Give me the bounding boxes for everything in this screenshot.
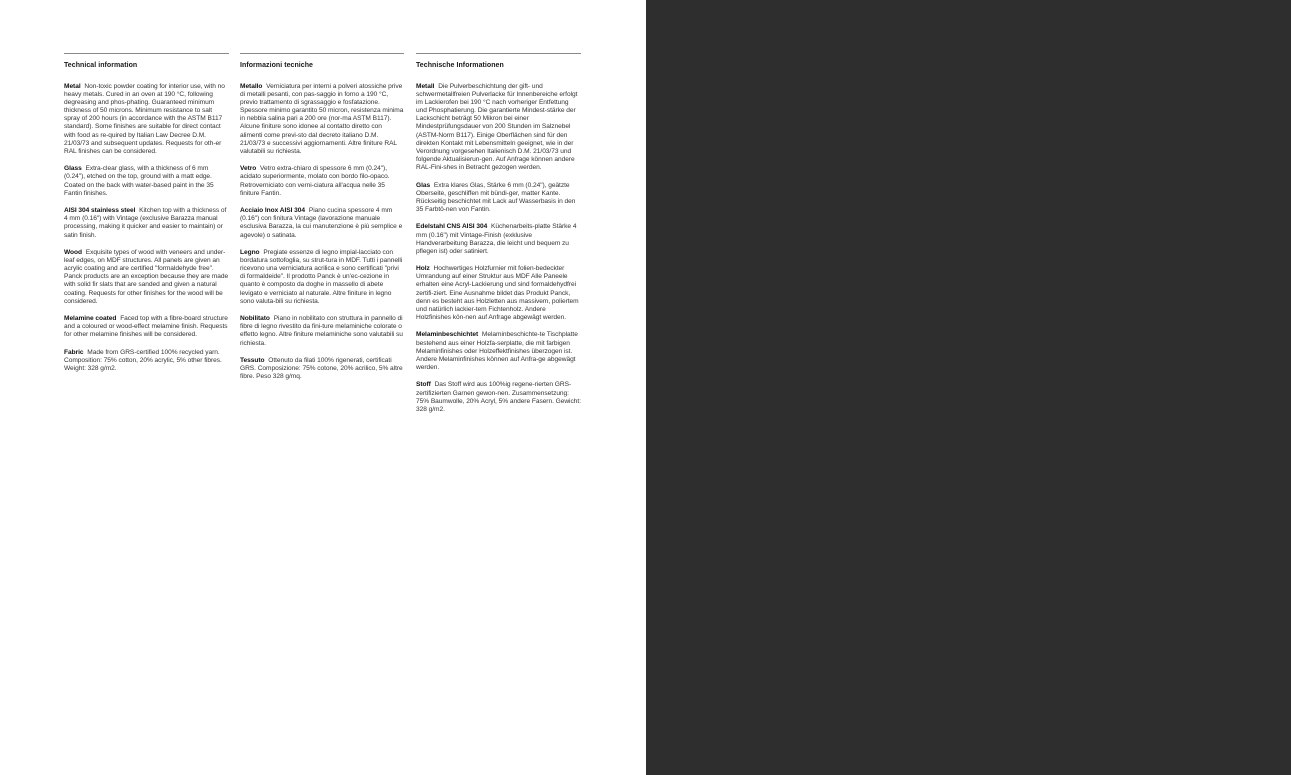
column-divider bbox=[64, 53, 229, 54]
section-fabric bbox=[416, 381, 581, 413]
section-term: Metall bbox=[416, 83, 435, 90]
section-text: Hochwertiges Holzfurnier mit folien-bedeckter Umrandung auf einer Struktur aus MDF Alle Paneele erhalten eine Acryl-Lackierung und sind formaldehydfrei zertifi-ziert. Eine Ausnahme bildet das Produkt Panck, denn es besteht aus Holzletten aus massivem, poliertem und natürlich lackier-tem Fichtenholz. Andere Holzfinishes kön-nen auf Anfrage abgewägt werden. bbox=[416, 265, 579, 321]
section-wood bbox=[416, 265, 581, 322]
section-term: Fabric bbox=[64, 349, 84, 357]
column-title: Technische Informationen bbox=[416, 62, 504, 69]
section-text: Extra klares Glas, Stärke 6 mm (0.24"), geätzte Oberseite, geschliffen mit bündi-ger, matter Kante. Rückseitig beschichtet mit Lack auf Wasserbasis in den 35 Farbtö-nen von Fantin. bbox=[416, 181, 576, 213]
section-text: Extra-clear glass, with a thickness of 6 mm (0.24"), etched on the top, ground with a matt edge. Coated on the back with water-based paint in the 35 Fantin finishes. bbox=[64, 165, 214, 197]
section-term: Nobilitato bbox=[240, 315, 270, 323]
section-term: AISI 304 stainless steel bbox=[64, 207, 136, 215]
column-title: Informazioni tecniche bbox=[240, 62, 314, 69]
section-metal bbox=[64, 83, 229, 156]
section-fabric bbox=[240, 357, 404, 381]
section-text: Pregiate essenze di legno impial-lacciato con bordatura sottofoglia, su strut-tura in MDF. Tutti i pannelli ricevono una verniciatura acrilica e sono certificati "privi di formaldeide". Il prodotto Panck è un'ec-cezione in quanto è composto da doghe in massello di abete levigato e verniciato al naturale. Altre finiture in legno sono valuta-bili su richiesta. bbox=[240, 249, 403, 305]
section-wood bbox=[64, 249, 229, 306]
section-metal bbox=[416, 83, 581, 172]
section-fabric bbox=[64, 349, 229, 373]
section-text: Die Pulverbeschichtung der gift- und schwermetallfreien Pulverlacke für Innenbereiche erfolgt im Lackierofen bei 190 °C nach vorheriger Entfettung und Phosphatierung. Die garantierte Mindest-stärke der Lackschicht beträgt 50 Mikron bei einer Mindestprüfungsdauer von 200 Stunden im Salznebel (ASTM-Norm B117). Einige Oberflächen sind für den direkten Kontakt mit Lebensmitteln geeignet, wie in der Verordnung vorgesehen Italienisch D.M. 21/03/73 und folgende Aktualisierun-gen. Auf Anfrage können andere RAL-Fini-shes in Betracht gezogen werden. bbox=[416, 83, 578, 171]
section-term: Melaminbeschichtet bbox=[416, 331, 479, 339]
section-term: Wood bbox=[64, 249, 82, 257]
column-english bbox=[64, 53, 229, 383]
section-text: Kitchen top with a thickness of 4 mm (0.16") with Vintage (exclusive Barazza manual processing, making it quicker and easier to maintain) or satin finish. bbox=[64, 207, 227, 239]
section-stainless-steel bbox=[240, 207, 404, 239]
section-term: Metal bbox=[64, 83, 81, 90]
section-text: Non-toxic powder coating for interior use, with no heavy metals. Cured in an oven at 190 °C, following degreasing and phos-phating. Guaranteed minimum thickness of 50 microns. Minimum resistance to salt spray of 200 hours (in accordance with the ASTM B117 standard). Some finishes are suitable for direct contact with food as re-quired by Italian Law Decree D.M. 21/03/73 and subsequent updates. Requests for oth-er RAL finishes can be considered. bbox=[64, 83, 225, 155]
section-term: Edelstahl CNS AISI 304 bbox=[416, 223, 488, 231]
section-term: Metallo bbox=[240, 83, 263, 90]
section-text: Küchenarbeits-platte Stärke 4 mm (0.16") mit Vintage-Finish (exklusive Handverarbeitung Barazza, die leicht und bequem zu pflegen ist) oder satiniert. bbox=[416, 223, 577, 255]
section-text: Piano cucina spessore 4 mm (0.16") con finitura Vintage (lavorazione manuale esclusiva Barazza, la cui manutenzione è più semplice e agevole) o satinata. bbox=[240, 207, 403, 239]
section-text: Piano in nobilitato con struttura in pannello di fibre di legno rivestito da fini-ture melaminiche colorate o effetto legno. Altre finiture melaminiche sono valutabili su richiesta. bbox=[240, 315, 403, 347]
section-stainless-steel bbox=[416, 223, 581, 255]
column-divider bbox=[416, 53, 581, 54]
section-text: Ottenuto da filati 100% rigenerati, certificati GRS. Composizione: 75% cotone, 20% acrilico, 5% altre fibre. Peso 328 g/mq. bbox=[240, 357, 403, 381]
section-term: Legno bbox=[240, 249, 260, 257]
section-term: Glas bbox=[416, 181, 431, 189]
dark-page-panel bbox=[646, 0, 1291, 775]
section-melamine bbox=[64, 315, 229, 339]
section-metal bbox=[240, 83, 404, 156]
section-text: Das Stoff wird aus 100%ig regene-rierten GRS-zertifizierten Garnen gewon-nen. Zusammensetzung: 75% Baumwolle, 20% Acryl, 5% andere Fasern. Gewicht: 328 g/m2. bbox=[416, 381, 581, 413]
section-text: Verniciatura per interni a polveri atossiche prive di metalli pesanti, con pas-saggio in forno a 190 °C, previo trattamento di sgrassaggio e fosfatazione. Spessore minimo garantito 50 micron, resistenza minima in nebbia salina pari a 200 ore (nor-ma ASTM B117). Alcune finiture sono idonee al contatto diretto con alimenti come previ-sto dal decreto italiano D.M. 21/03/73 e successivi aggiornamenti. Altre finiture RAL valutabili su richiesta. bbox=[240, 83, 404, 155]
section-text: Faced top with a fibre-board structure and a coloured or wood-effect melamine finish. Requests for other melamine finishes will be considered. bbox=[64, 315, 228, 339]
column-italian bbox=[240, 53, 404, 391]
section-glass bbox=[416, 182, 581, 214]
column-divider bbox=[240, 53, 404, 54]
section-text: Vetro extra-chiaro di spessore 6 mm (0.24"), acidato superiormente, molato con bordo filo-opaco. Retroverniciato con verni-ciatura all'acqua nelle 35 finiture Fantin. bbox=[240, 165, 390, 197]
section-glass bbox=[64, 165, 229, 197]
section-term: Acciaio Inox AISI 304 bbox=[240, 207, 306, 215]
column-title: Technical information bbox=[64, 62, 138, 69]
section-wood bbox=[240, 249, 404, 306]
section-melamine bbox=[416, 331, 581, 371]
section-glass bbox=[240, 165, 404, 197]
section-stainless-steel bbox=[64, 207, 229, 239]
section-text: Made from GRS-certified 100% recycled yarn. Composition: 75% cotton, 20% acrylic, 5% other fibres. Weight: 328 g/m2. bbox=[64, 349, 222, 373]
column-german bbox=[416, 53, 581, 423]
section-term: Vetro bbox=[240, 165, 257, 173]
section-melamine bbox=[240, 315, 404, 347]
section-term: Glass bbox=[64, 165, 82, 173]
section-term: Tessuto bbox=[240, 357, 265, 365]
section-term: Holz bbox=[416, 265, 430, 273]
section-term: Stoff bbox=[416, 381, 431, 389]
section-term: Melamine coated bbox=[64, 315, 117, 323]
section-text: Exquisite types of wood with veneers and under-leaf edges, on MDF structures. All panels are given an acrylic coating and are certified "formaldehyde free". Panck products are an exception because they are made with solid fir slats that are sanded and given a natural coating. Requests for other finishes for the wood will be considered. bbox=[64, 249, 229, 305]
section-text: Melaminbeschichte-te Tischplatte bestehend aus einer Holzfa-serplatte, die mit farbigen Melaminfinishes oder Holzeffektfinishes überzogen ist. Andere Melaminfinishes können auf Anfra-ge abgewägt werden. bbox=[416, 331, 578, 371]
